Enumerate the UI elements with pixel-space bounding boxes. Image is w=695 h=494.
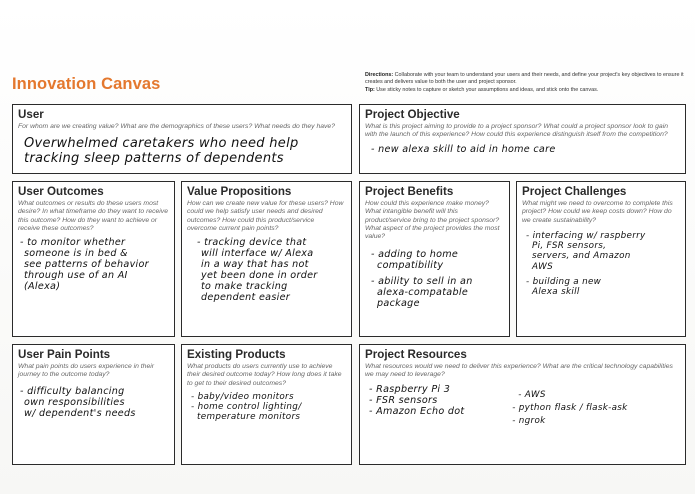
note-line: - FSR sensors <box>369 394 438 406</box>
note-line: servers, and Amazon <box>532 251 631 262</box>
project-resources-card <box>359 344 686 465</box>
card-prompt: What pain points do users experience in their journey to the outcome today? <box>18 363 155 379</box>
project-challenges-card <box>516 181 686 337</box>
card-heading: Project Benefits <box>365 185 454 198</box>
note-line: - AWS <box>518 389 546 400</box>
note-line: - python flask / flask-ask <box>512 402 628 413</box>
card-heading: User Outcomes <box>18 185 104 198</box>
card-heading: Project Challenges <box>522 185 627 198</box>
handwritten-notes <box>522 231 680 297</box>
card-prompt: What is this project aiming to provide to a project sponsor? What could a project sponsor look to gain with the launch of this experience? How could this experience distinguish itself from the competition? <box>365 123 668 139</box>
note-line: to make tracking <box>201 281 288 293</box>
tip-paragraph <box>365 87 687 94</box>
note-line: (Alexa) <box>24 281 61 293</box>
page-title: Innovation Canvas <box>12 75 161 93</box>
handwritten-notes <box>18 136 346 166</box>
note-line: Pi, FSR sensors, <box>532 241 607 252</box>
note-line: dependent easier <box>201 292 291 304</box>
note-line: Alexa skill <box>532 286 580 297</box>
user-pain-points-card <box>12 344 175 465</box>
note-line: alexa-compatable <box>377 287 469 299</box>
card-prompt: How could this experience make money? What intangible benefit will this product/service bring to the project sponsor? What aspect of the project provides the most value? <box>365 200 500 241</box>
user-outcomes-card <box>12 181 175 337</box>
note-line: own responsibilities <box>24 396 125 408</box>
handwritten-notes <box>187 392 346 423</box>
directions-label: Directions: <box>365 72 394 78</box>
note-line: Overwhelmed caretakers who need help <box>24 136 299 152</box>
card-heading: Existing Products <box>187 348 286 361</box>
note-line: - adding to home <box>371 249 459 261</box>
card-prompt: What products do users currently use to achieve their desired outcome today? How long does it take to get to their desired outcomes? <box>187 363 342 387</box>
resources-column-right <box>508 384 680 427</box>
handwritten-notes <box>18 386 169 419</box>
note-line: see patterns of behavior <box>24 259 149 271</box>
card-heading: Project Resources <box>365 348 467 361</box>
note-line: w/ dependent's needs <box>24 407 136 419</box>
handwritten-notes <box>365 144 680 155</box>
resources-column-left <box>365 384 508 427</box>
directions <box>365 72 687 94</box>
card-prompt: How can we create new value for these users? How could we help satisfy user needs and desired outcomes? How could this product/service overcome current pain points? <box>187 200 344 232</box>
value-propositions-card <box>181 181 352 337</box>
card-prompt: What might we need to overcome to complete this project? How could we keep costs down? How do we create sustainability? <box>522 200 673 224</box>
existing-products-card <box>181 344 352 465</box>
note-line: - home control lighting/ <box>191 402 302 413</box>
handwritten-notes <box>365 384 680 427</box>
note-line: - new alexa skill to aid in home care <box>371 143 556 155</box>
project-benefits-card <box>359 181 510 337</box>
tip-label: Tip: <box>365 86 375 93</box>
note-line: temperature monitors <box>197 412 301 423</box>
note-line: - interfacing w/ raspberry <box>526 230 646 241</box>
card-heading: User Pain Points <box>18 348 111 361</box>
card-heading: User <box>18 108 44 121</box>
note-line: through use of an AI <box>24 270 128 282</box>
note-line: - baby/video monitors <box>191 391 294 402</box>
note-line: - Raspberry Pi 3 <box>369 383 451 395</box>
user-card <box>12 104 352 174</box>
note-line: - Amazon Echo dot <box>369 405 465 417</box>
note-line: - building a new <box>526 276 602 287</box>
card-heading: Project Objective <box>365 108 460 121</box>
note-line: yet been done in order <box>201 270 318 282</box>
note-line: in a way that has not <box>201 259 309 271</box>
note-line: compatibility <box>377 260 444 272</box>
directions-paragraph <box>365 72 687 87</box>
handwritten-notes <box>187 237 346 303</box>
note-line: - difficulty balancing <box>20 385 125 397</box>
card-prompt: For whom are we creating value? What are the demographics of these users? What needs do they have? <box>18 123 335 130</box>
directions-text: Collaborate with your team to understand your users and their needs, and define your project's key objectives to ensure it creates and delivers value to both the user and project sponsor. <box>365 72 684 86</box>
note-line: AWS <box>532 261 554 272</box>
note-line: package <box>377 298 420 310</box>
card-prompt: What outcomes or results do these users most desire? In what timeframe do they want to receive this outcome? How do they want to achieve or receive these outcomes? <box>18 200 168 232</box>
note-line: tracking sleep patterns of dependents <box>24 151 284 167</box>
tip-text: Use sticky notes to capture or sketch your assumptions and ideas, and stick onto the canvas. <box>376 86 599 93</box>
handwritten-notes <box>18 237 169 292</box>
note-line: - tracking device that <box>197 237 307 249</box>
card-prompt: What resources would we need to deliver this experience? What are the critical technology capabilities we may need to leverage? <box>365 363 673 379</box>
note-line: - ability to sell in an <box>371 276 473 288</box>
handwritten-notes <box>365 249 504 309</box>
note-line: - to monitor whether <box>20 237 126 249</box>
project-objective-card <box>359 104 686 174</box>
card-heading: Value Propositions <box>187 185 292 198</box>
note-line: will interface w/ Alexa <box>201 248 314 260</box>
note-line: someone is in bed & <box>24 248 128 260</box>
note-line: - ngrok <box>512 416 546 426</box>
